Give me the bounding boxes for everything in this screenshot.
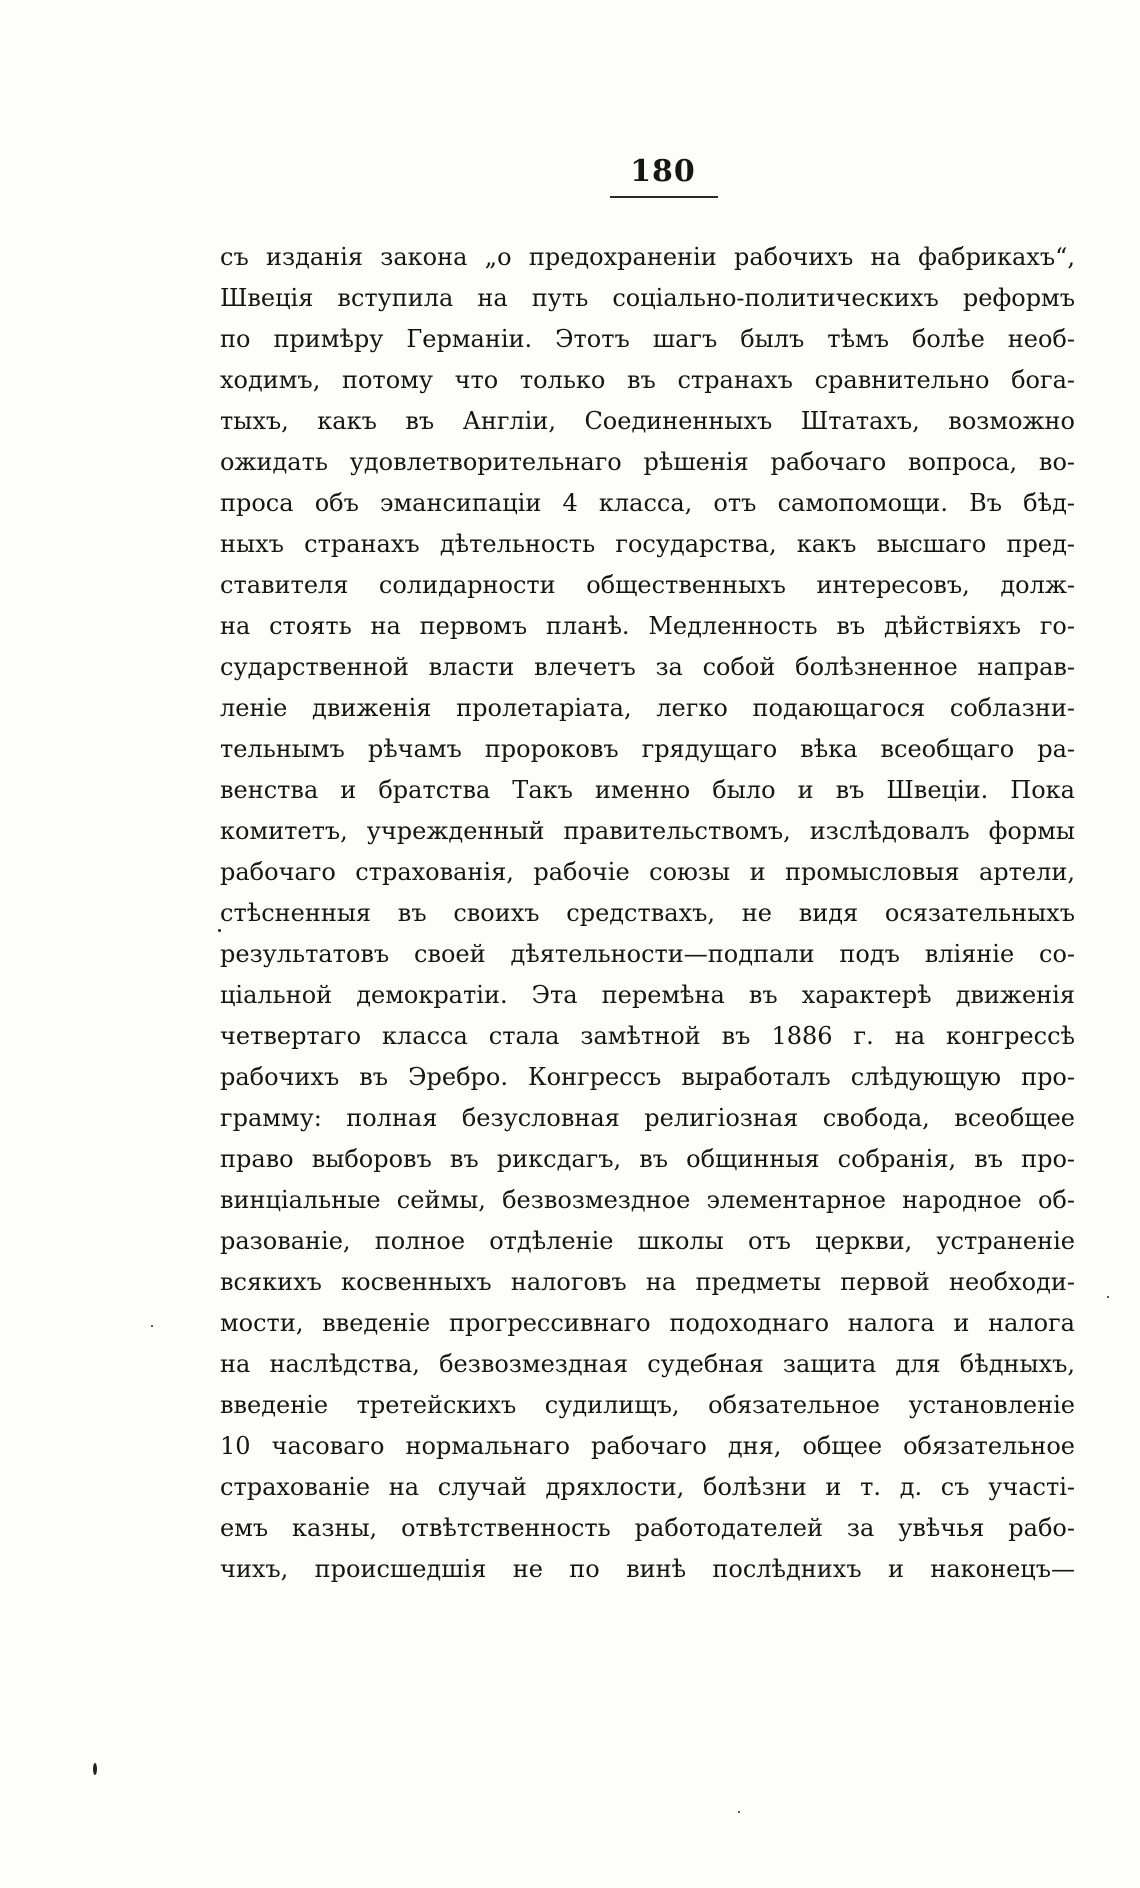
text-line: рабочихъ въ Эребро. Конгрессъ выработалъ слѣдующую про- [220, 1063, 1075, 1091]
text-line: Швеція вступила на путь соціально-политическихъ реформъ [220, 284, 1075, 312]
text-line: чихъ, происшедшія не по винѣ послѣднихъ и наконецъ— [220, 1555, 1075, 1583]
text-line: венства и братства Такъ именно было и въ Швеціи. Пока [220, 776, 1075, 804]
ink-speck [1107, 1296, 1109, 1298]
ink-speck [738, 1811, 740, 1813]
text-line: проса объ эмансипаціи 4 класса, отъ самопомощи. Въ бѣд- [220, 489, 1075, 517]
text-line: ныхъ странахъ дѣтельность государства, какъ высшаго пред- [220, 530, 1075, 558]
text-line: тыхъ, какъ въ Англіи, Соединенныхъ Штатахъ, возможно [220, 407, 1075, 435]
text-line: мости, введеніе прогрессивнаго подоходнаго налога и налога [220, 1309, 1075, 1337]
text-line: разованіе, полное отдѣленіе школы отъ церкви, устраненіе [220, 1227, 1075, 1255]
text-line: введеніе третейскихъ судилищъ, обязательное установленіе [220, 1391, 1075, 1419]
text-line: результатовъ своей дѣятельности—подпали подъ вліяніе со- [220, 940, 1075, 968]
text-line: на стоять на первомъ планѣ. Медленность въ дѣйствіяхъ го- [220, 612, 1075, 640]
text-line: грамму: полная безусловная религіозная свобода, всеобщее [220, 1104, 1075, 1132]
ink-speck [151, 1325, 153, 1327]
text-line: тельнымъ рѣчамъ пророковъ грядущаго вѣка всеобщаго ра- [220, 735, 1075, 763]
text-line: 10 часоваго нормальнаго рабочаго дня, общее обязательное [220, 1432, 1075, 1460]
text-line: ожидать удовлетворительнаго рѣшенія рабочаго вопроса, во- [220, 448, 1075, 476]
text-line: леніе движенія пролетаріата, легко подающагося соблазни- [220, 694, 1075, 722]
text-line: всякихъ косвенныхъ налоговъ на предметы первой необходи- [220, 1268, 1075, 1296]
text-line: стѣсненныя въ своихъ средствахъ, не видя осязательныхъ [220, 899, 1075, 927]
text-line: страхованіе на случай дряхлости, болѣзни и т. д. съ участі- [220, 1473, 1075, 1501]
text-line: на наслѣдства, безвозмездная судебная защита для бѣдныхъ, [220, 1350, 1075, 1378]
text-line: винціальные сеймы, безвозмездное элементарное народное об- [220, 1186, 1075, 1214]
page-number-rule [610, 196, 718, 198]
text-line: ходимъ, потому что только въ странахъ сравнительно бога- [220, 366, 1075, 394]
text-line: емъ казны, отвѣтственность работодателей за увѣчья рабо- [220, 1514, 1075, 1542]
text-line: рабочаго страхованія, рабочіе союзы и промысловыя артели, [220, 858, 1075, 886]
text-line: четвертаго класса стала замѣтной въ 1886 г. на конгрессѣ [220, 1022, 1075, 1050]
text-line: ставителя солидарности общественныхъ интересовъ, долж- [220, 571, 1075, 599]
text-line: комитетъ, учрежденный правительствомъ, изслѣдовалъ формы [220, 817, 1075, 845]
text-line: съ изданія закона „о предохраненіи рабочихъ на фабрикахъ“, [220, 243, 1075, 271]
text-line: сударственной власти влечетъ за собой болѣзненное направ- [220, 653, 1075, 681]
body-text [220, 237, 1075, 1590]
page-number: 180 [630, 154, 696, 189]
text-line: ціальной демократіи. Эта перемѣна въ характерѣ движенія [220, 981, 1075, 1009]
text-line: по примѣру Германіи. Этотъ шагъ былъ тѣмъ болѣе необ- [220, 325, 1075, 353]
ink-speck [93, 1763, 97, 1775]
ink-speck [218, 929, 221, 932]
text-line: право выборовъ въ риксдагъ, въ общинныя собранія, въ про- [220, 1145, 1075, 1173]
